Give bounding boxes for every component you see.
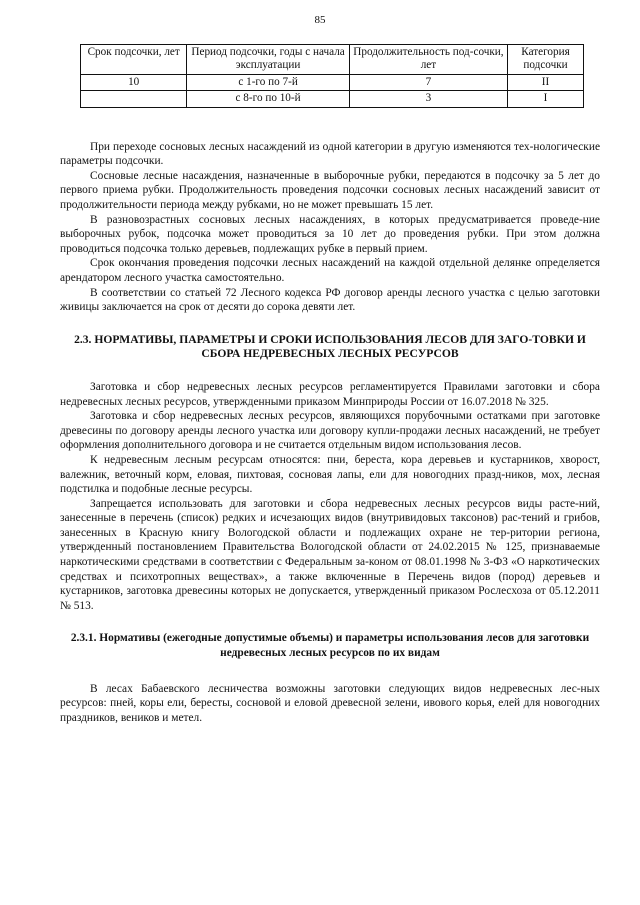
paragraph: При переходе сосновых лесных насаждений из одной категории в другую изменяются тех-нологические параметры подсочки. [60,140,600,168]
subsection-heading: 2.3.1. Нормативы (ежегодные допустимые объемы) и параметры использования лесов для заготовки недревесных лесных ресурсов по их видам [70,632,590,660]
page-number: 85 [314,14,326,26]
table-cell: II [508,74,584,90]
paragraph: В соответствии со статьей 72 Лесного кодекса РФ договор аренды лесного участка с целью заготовки живицы заключается на срок от десяти до сорока девяти лет. [60,286,600,314]
table-row [81,74,584,90]
table-cell: с 8-го по 10-й [187,91,349,107]
paragraph: К недревесным лесным ресурсам относятся: пни, береста, кора деревьев и кустарников, хворост, валежник, веточный корм, еловая, пихтовая, сосновая лапы, ели для новогодних празд-ников, мох, лесная подстилка и подобные лесные ресурсы. [60,453,600,496]
section-heading: 2.3. НОРМАТИВЫ, ПАРАМЕТРЫ И СРОКИ ИСПОЛЬЗОВАНИЯ ЛЕСОВ ДЛЯ ЗАГО-ТОВКИ И СБОРА НЕДРЕВЕСНЫХ ЛЕСНЫХ РЕСУРСОВ [74,332,586,361]
table-cell: 3 [349,91,507,107]
paragraph: Срок окончания проведения подсочки лесных насаждений на каждой отдельной делянке определяется арендатором лесного участка самостоятельно. [60,257,600,284]
table-header-row [81,45,584,75]
table-cell [81,91,187,107]
paragraph: Запрещается использовать для заготовки и сбора недревесных лесных ресурсов виды расте-ний, занесенные в перечень (список) редких и исчезающих видов (внутривидовых таксонов) рас-тений и грибов, занесенных в Красную книгу Вологодской области и подлежащих охране не тер-ритории региона, утвержденный постановлением Правительства Вологодской области от 24.02.2015 № 125, признаваемые наркотическими средствами в соответствии с Федеральным за-коном от 08.01.1998 № 3-ФЗ «О наркотических средствах и психотропных веществах», а также включенные в Перечень видов (пород) деревьев и кустарников, заготовка древесины которых не допускается, утвержденный приказом Рослесхоза от 05.12.2011 № 513. [60,497,600,612]
table-row [81,91,584,107]
table-cell: I [508,91,584,107]
paragraph: Заготовка и сбор недревесных лесных ресурсов регламентируется Правилами заготовки и сбора недревесных лесных ресурсов, утвержденными приказом Минприроды России от 16.07.2018 № 325. [60,380,600,408]
tapping-periods-table [80,44,584,108]
table-header-cell: Продолжительность под-сочки, лет [349,45,507,75]
paragraph: Заготовка и сбор недревесных лесных ресурсов, являющихся порубочными остатками при заготовке древесины по договору аренды лесного участка или договору купли-продажи лесных насаждений, не требует оформления дополнительного договора и не считается отдельным видом использования лесов. [60,410,600,452]
paragraph: В лесах Бабаевского лесничества возможны заготовки следующих видов недревесных лес-ных ресурсов: пней, коры ели, бересты, сосновой и еловой древесной зелени, ивового корья, елей для новогодних праздников, веников и метел. [60,682,600,724]
table-cell: с 1-го по 7-й [187,74,349,90]
table-header-cell: Срок подсочки, лет [81,45,187,75]
paragraph: В разновозрастных сосновых лесных насаждениях, в которых предусматривается проведе-ние выборочных рубок, подсочка может проводиться за 10 лет до проведения рубки. При этом должна проводиться подсочка только деревьев, подлежащих рубке в первый прием. [60,213,600,255]
table-header-cell: Период подсочки, годы с начала эксплуатации [187,45,349,75]
table-cell: 10 [81,74,187,90]
page-content [60,44,600,725]
table-header-cell: Категория подсочки [508,45,584,75]
table-cell: 7 [349,74,507,90]
paragraph: Сосновые лесные насаждения, назначенные в выборочные рубки, передаются в подсочку за 5 лет до первого приема рубки. Продолжительность проведения подсочки сосновых лесных насаждений зависит от продолжительности периода между рубками, но не может превышать 15 лет. [60,169,600,211]
